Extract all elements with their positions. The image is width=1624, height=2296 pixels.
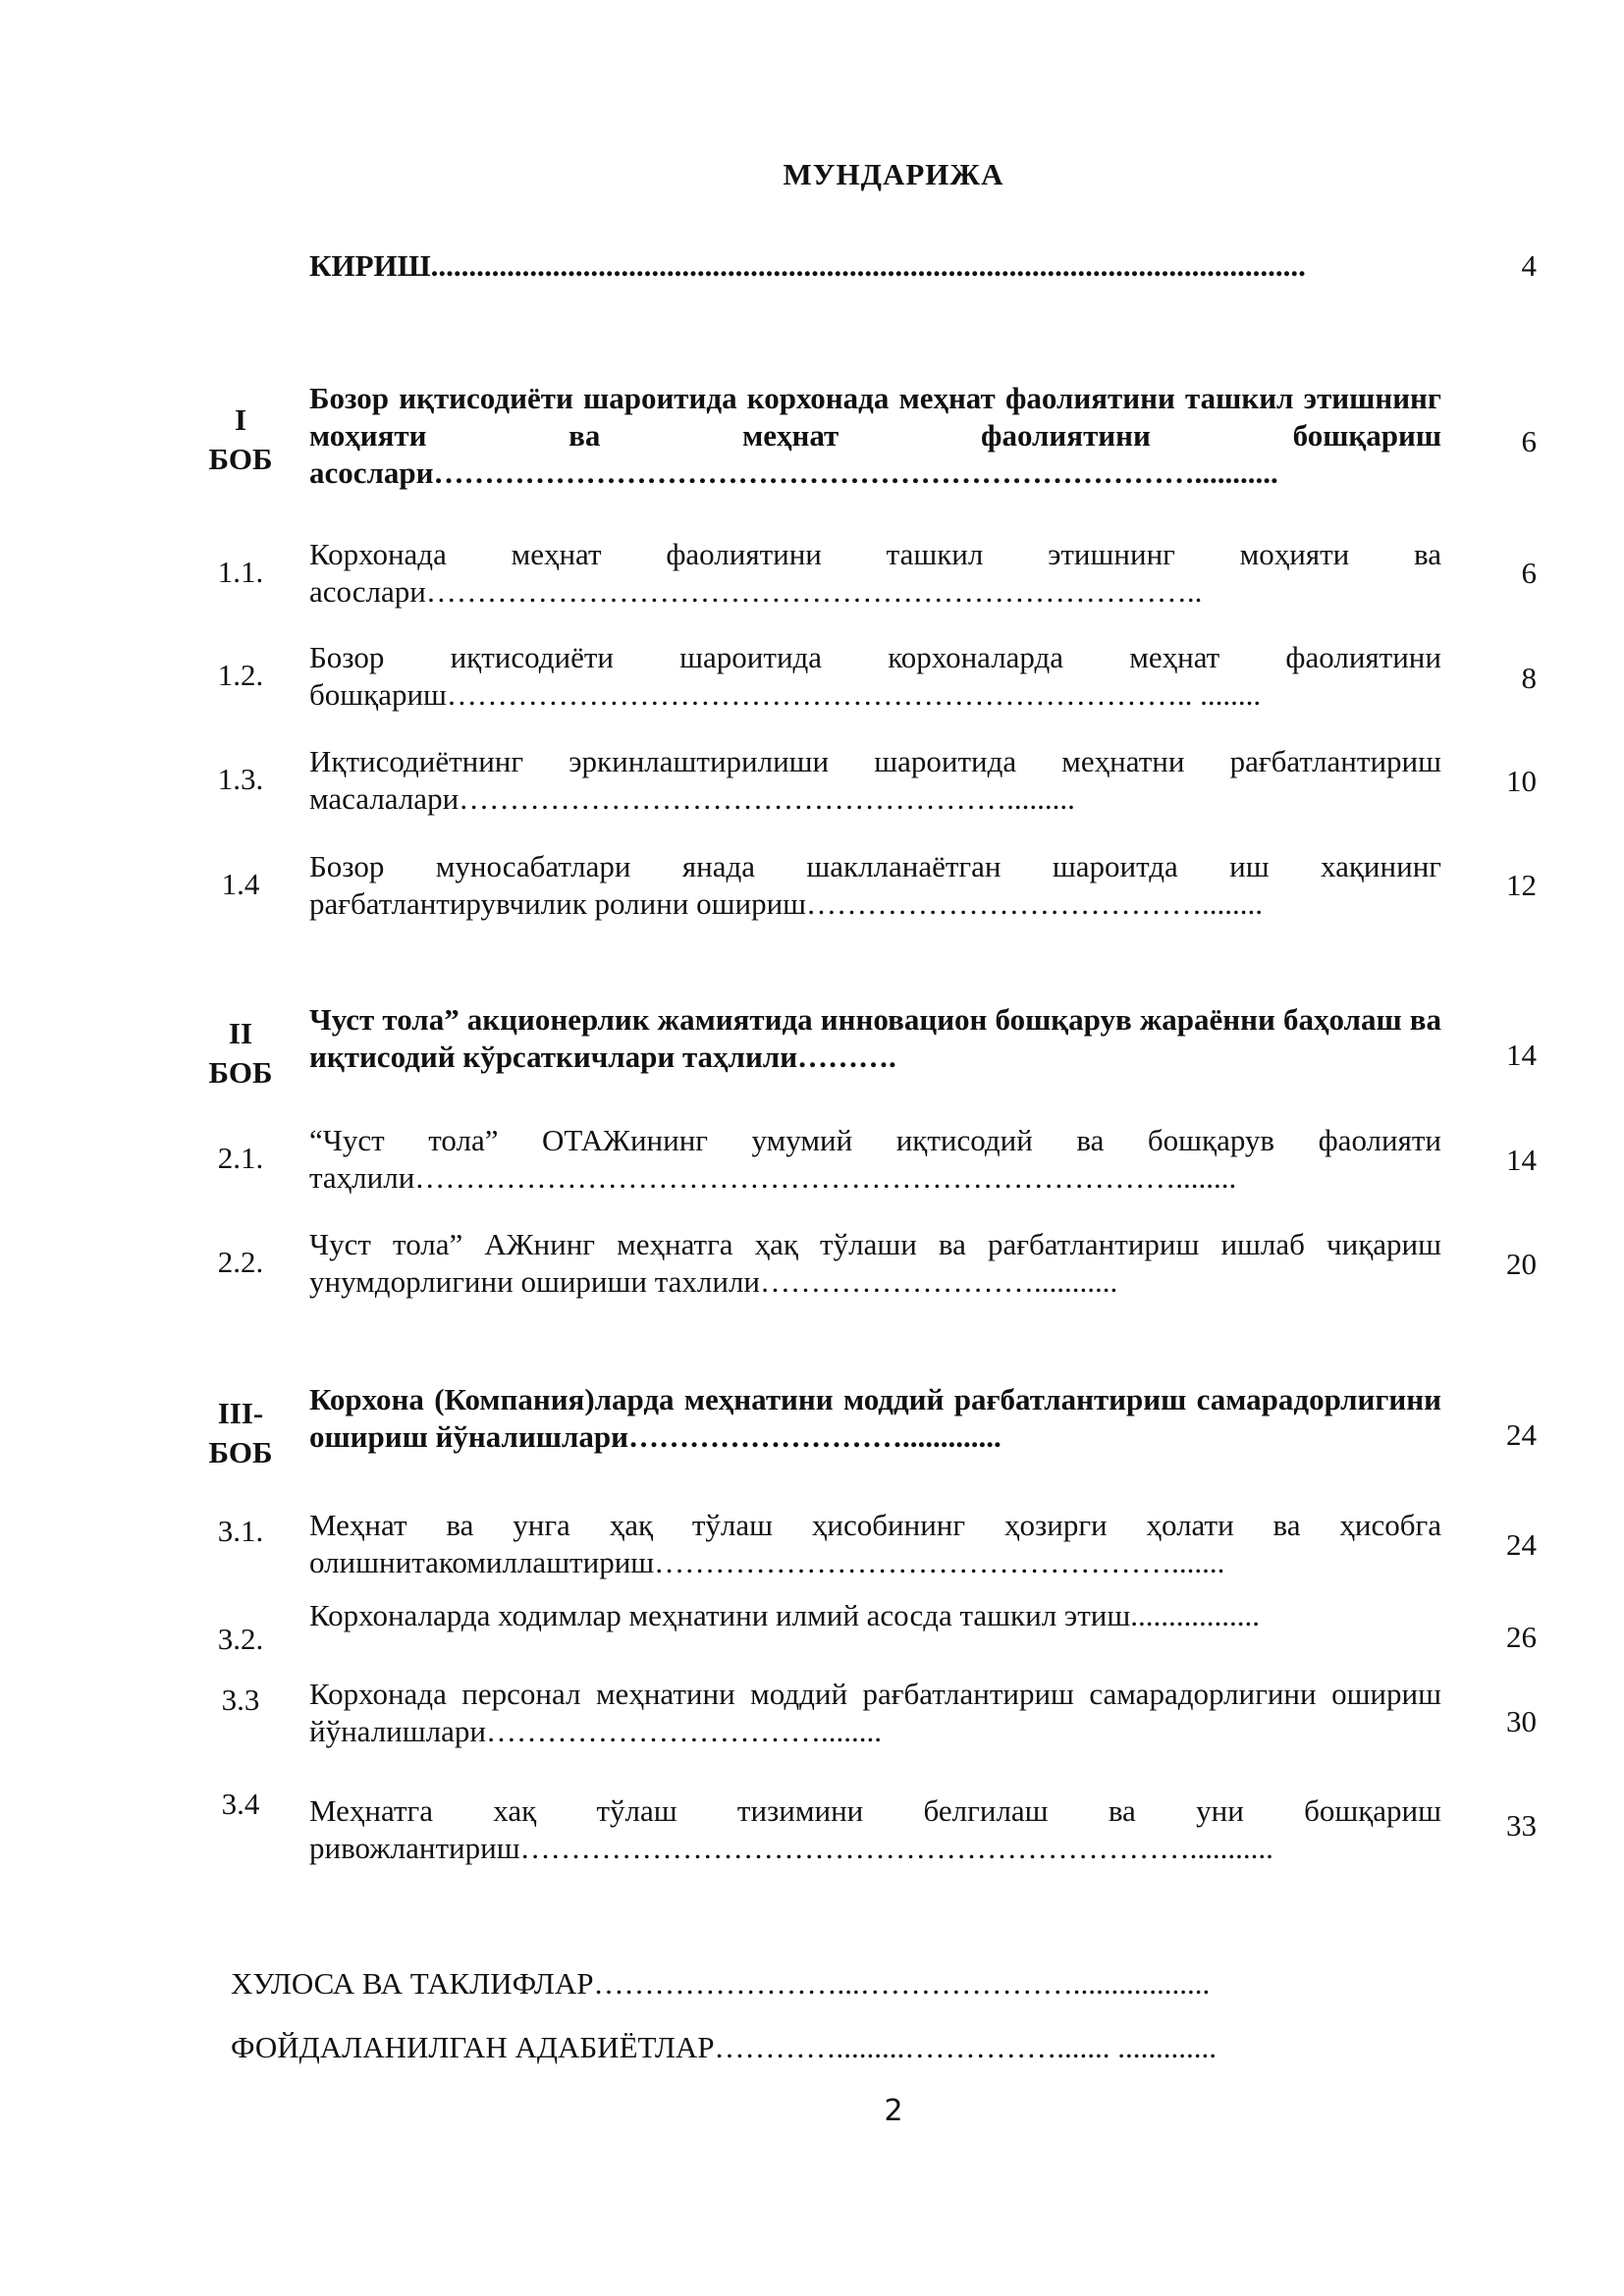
toc-references[interactable]: ФОЙДАЛАНИЛГАН АДАБИЁТЛАР………….........……………....... ............. bbox=[231, 2030, 1218, 2064]
toc-entry-text[interactable]: Бозор муносабатлари янада шаклланаётган шароитда иш хақининг рағбатлантирувчилик ролини ошириш…………………………………........ bbox=[309, 849, 1441, 921]
toc-entry-page: 14 bbox=[1506, 1143, 1537, 1177]
toc-entry-page: 26 bbox=[1506, 1620, 1537, 1654]
toc-entry-page: 14 bbox=[1506, 1038, 1537, 1072]
toc-num: III- БОБ bbox=[208, 1396, 273, 1469]
toc-entry-text[interactable]: Иқтисодиётнинг эркинлаштирилиши шароитида меҳнатни рағбатлантириш масалалари………………………………………………......... bbox=[309, 744, 1441, 816]
toc-entry-text[interactable]: Бозор иқтисодиёти шароитида корхоналарда меҳнат фаолиятини бошқариш……………………………………………………………….. ........ bbox=[309, 640, 1441, 712]
toc-entry-page: 6 bbox=[1521, 424, 1537, 458]
toc-conclusion[interactable]: ХУЛОСА ВА ТАКЛИФЛАР……………………...………………….................. bbox=[231, 1966, 1211, 2001]
toc-entry-text[interactable]: Корхона (Компания)ларда меҳнатини моддий рағбатлантириш самарадорлигини ошириш йўналишлари………………………............. bbox=[309, 1382, 1441, 1454]
toc-entry-page: 20 bbox=[1506, 1247, 1537, 1281]
toc-entry-text[interactable]: Корхонада персонал меҳнатини моддий рағбатлантириш самарадорлигини ошириш йўналишлари……………………………........ bbox=[309, 1677, 1441, 1748]
toc-entry-text[interactable]: Корхонада меҳнат фаолиятини ташкил этишнинг моҳияти ва асослари………………………………………………………………….. bbox=[309, 537, 1441, 609]
toc-num: 1.2. bbox=[217, 658, 264, 692]
page-title: МУНДАРИЖА bbox=[783, 157, 1004, 191]
toc-num: 3.4 bbox=[221, 1787, 260, 1821]
toc-entry-page: 30 bbox=[1506, 1704, 1537, 1738]
toc-entry-text[interactable]: Бозор иқтисодиёти шароитида корхонада меҳнат фаолиятини ташкил этишнинг моҳияти ва меҳнат фаолиятини бошқариш асослари…………………………………………………………………........... bbox=[309, 381, 1441, 490]
toc-num: 1.3. bbox=[217, 762, 264, 796]
toc-num: 2.1. bbox=[217, 1141, 264, 1175]
toc-entry-text[interactable]: Чуст тола” акционерлик жамиятида инновацион бошқарув жараённи баҳолаш ва иқтисодий кўрсаткичлари таҳлили………. bbox=[309, 1002, 1441, 1074]
toc-num: 3.3 bbox=[221, 1682, 260, 1717]
toc-num: I БОБ bbox=[208, 402, 273, 476]
toc-num: 1.1. bbox=[217, 555, 264, 589]
toc-num: 1.4 bbox=[221, 867, 260, 901]
toc-entry-text[interactable]: “Чуст тола” ОТАЖининг умумий иқтисодий ва бошқарув фаолияти таҳлили…………………………………………………………………........ bbox=[309, 1123, 1441, 1195]
toc-entry-text[interactable]: Чуст тола” АЖнинг меҳнатга ҳақ тўлаши ва рағбатлантириш ишлаб чиқариш унумдорлигини ошириши тахлили………………………........... bbox=[309, 1227, 1441, 1299]
toc-num: 3.1. bbox=[217, 1514, 264, 1548]
toc-entry-page: 24 bbox=[1506, 1527, 1537, 1562]
toc-num: 3.2. bbox=[217, 1622, 264, 1656]
toc-entry-page: 24 bbox=[1506, 1417, 1537, 1452]
toc-entry-page: 8 bbox=[1521, 661, 1537, 695]
toc-entry-page: 10 bbox=[1506, 764, 1537, 798]
toc-entry-page: 33 bbox=[1506, 1808, 1537, 1842]
toc-entry-text[interactable]: Меҳнат ва унга ҳақ тўлаш ҳисобининг ҳозирги ҳолати ва ҳисобга олишнитакомиллаштириш……………………………………………....... bbox=[309, 1508, 1441, 1579]
page-number: 2 bbox=[884, 2094, 903, 2128]
toc-intro-page: 4 bbox=[1521, 248, 1537, 283]
toc-entry-text[interactable]: Корхоналарда ходимлар меҳнатини илмий асосда ташкил этиш................. bbox=[309, 1598, 1260, 1632]
toc-num: II БОБ bbox=[208, 1016, 273, 1090]
toc-intro-label[interactable]: КИРИШ................................................................................................................... bbox=[309, 248, 1306, 283]
toc-entry-text[interactable]: Меҳнатга хақ тўлаш тизимини белгилаш ва уни бошқариш ривожлантириш…………………………………………………………........... bbox=[309, 1793, 1441, 1865]
toc-num: 2.2. bbox=[217, 1245, 264, 1279]
toc-entry-page: 12 bbox=[1506, 868, 1537, 902]
toc-entry-page: 6 bbox=[1521, 556, 1537, 590]
